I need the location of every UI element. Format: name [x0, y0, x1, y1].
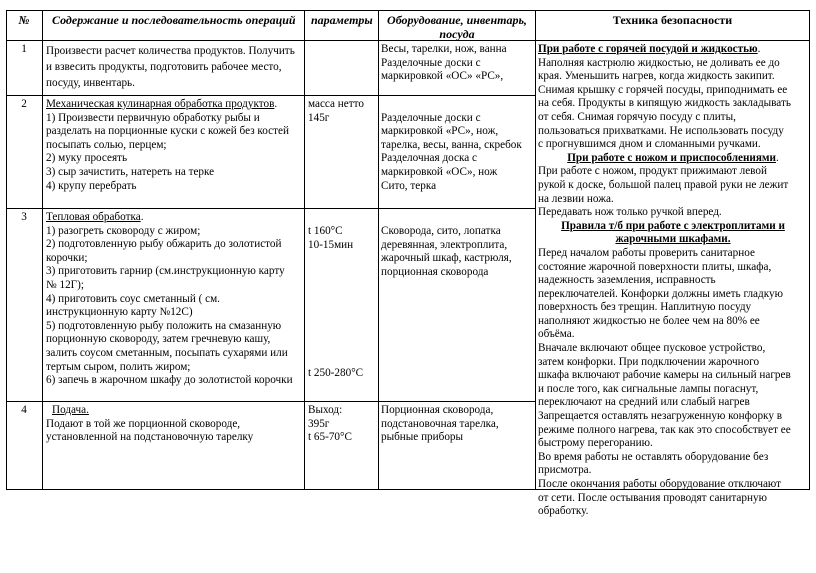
column-divider: [304, 10, 305, 490]
safety-line: Перед началом работы проверить санитарное: [538, 246, 755, 259]
param-line: масса нетто: [308, 98, 364, 110]
safety-line: Наполняя кастрюлю жидкостью, не доливать ее до: [538, 56, 780, 69]
equipment-line: [381, 98, 522, 112]
content-line: Произвести расчет количества продуктов. Получить: [46, 45, 295, 57]
row-equipment: [381, 98, 522, 193]
equipment-line: Сковорода, сито, лопатка: [381, 225, 501, 237]
equipment-line: Разделочные доски с: [381, 56, 481, 69]
content-line: посуду, инвентарь.: [46, 77, 135, 89]
header-number: №: [18, 13, 30, 27]
row-params: [308, 98, 364, 125]
safety-line: шкафа включают рабочие камеры на сильный нагрев: [538, 369, 791, 382]
column-divider: [535, 10, 536, 490]
safety-line: Запрещается оставлять незагруженную конфорку в: [538, 410, 782, 423]
safety-line: от себя. Снимая горячую посуду с плиты,: [538, 110, 736, 123]
safety-line: Передавать нож только ручкой вперед.: [538, 206, 722, 219]
content-line: 4) приготовить соус сметанный ( см.: [46, 292, 220, 305]
content-line: 5) подготовленную рыбу положить на смазанную: [46, 319, 282, 332]
column-divider: [378, 10, 379, 490]
equipment-line: Разделочные доски с: [381, 111, 481, 124]
safety-line: Вначале включают общее пусковое устройство,: [538, 342, 766, 355]
param-line: Выход:: [308, 404, 343, 416]
section-title-text: Подача.: [52, 404, 89, 416]
content-line: посыпать солью, перцем;: [46, 138, 167, 151]
header-content: Содержание и последовательность операций: [52, 13, 296, 27]
equipment-line: подстановочная тарелка,: [381, 417, 499, 430]
column-divider: [42, 10, 43, 490]
content-line: 4) крупу перебрать: [46, 179, 137, 192]
safety-line: Снимая крышку с горячей посуды, приподнимать ее: [538, 83, 788, 96]
safety-knife-title: При работе с ножом и приспособлениями.: [567, 151, 779, 164]
content-line: 1) Произвести первичную обработку рыбы и: [46, 111, 260, 124]
row-divider: [6, 208, 536, 209]
equipment-line: маркировкой «ОС» «РС»,: [381, 70, 504, 83]
param-line: 10-15мин: [308, 238, 354, 251]
param-line: t 160°C: [308, 225, 343, 237]
equipment-line: порционная сковорода: [381, 265, 489, 278]
content-line: 1) разогреть сковороду с жиром;: [46, 224, 201, 237]
table-border-right: [809, 10, 810, 490]
header-params: параметры: [311, 13, 373, 27]
row-content: [46, 43, 295, 91]
safety-line: состояние жарочной поверхности плиты, шкафа,: [538, 260, 772, 273]
row-content: [46, 404, 253, 445]
equipment-line: Разделочная доска с: [381, 152, 477, 165]
safety-line: пользоваться прихватками. Не использовать посуду: [538, 124, 784, 137]
section-title: [46, 211, 293, 225]
section-title-suffix: .: [274, 98, 278, 110]
safety-electric-title: жарочными шкафами.: [615, 233, 731, 246]
safety-knife-title-text: При работе с ножом и приспособлениями: [567, 151, 776, 164]
row-params: [308, 225, 353, 252]
safety-line: и после того, как сигнальные лампы погаснут,: [538, 382, 759, 395]
content-line: 2) муку просеять: [46, 152, 128, 165]
table-border-top: [6, 10, 810, 11]
safety-line: После окончания работы оборудование отключают: [538, 478, 782, 490]
equipment-line: Сито, терка: [381, 179, 437, 192]
row-number: 3: [21, 211, 27, 223]
row-divider: [6, 95, 536, 96]
equipment-line: Порционная сковорода,: [381, 404, 494, 416]
content-line: 3) сыр зачистить, натереть на терке: [46, 165, 215, 178]
param-line: 145г: [308, 111, 330, 124]
safety-text: [538, 43, 808, 519]
row-equipment: [381, 404, 499, 445]
safety-line: края. Уменьшить нагрев, когда жидкость закипит.: [538, 70, 775, 83]
safety-line: с прогнувшимся дном и сломанными ручками.: [538, 138, 761, 151]
safety-hot-title-text: При работе с горячей посудой и жидкостью: [538, 43, 758, 55]
safety-line: наполняют жидкостью не более чем на 80% ее: [538, 314, 760, 327]
row-equipment: [381, 43, 507, 84]
header-equipment-line: посуда: [439, 27, 475, 41]
content-line: корочки;: [46, 251, 88, 264]
row-number: 4: [21, 404, 27, 416]
param-line: 395г: [308, 417, 330, 430]
section-title-text: Механическая кулинарная обработка продуктов: [46, 98, 275, 110]
equipment-line: тарелка, весы, ванна, скребок: [381, 138, 522, 151]
row-content: [46, 211, 293, 388]
equipment-line: маркировкой «РС», нож,: [381, 125, 499, 138]
safety-line: объёма.: [538, 328, 575, 341]
operations-table: [6, 10, 810, 518]
safety-line: переключают на средний или слабый нагрев: [538, 396, 750, 409]
safety-line: обработку.: [538, 505, 589, 518]
equipment-line: деревянная, электроплита,: [381, 238, 508, 251]
content-line: тертым сыром, полить жиром;: [46, 360, 191, 373]
row-number: 1: [21, 43, 27, 55]
row-params: [308, 404, 352, 445]
content-line: разделать на порционные куски с кожей без костей: [46, 125, 289, 138]
header-safety: Техника безопасности: [612, 13, 733, 27]
section-title-suffix: .: [140, 211, 144, 223]
content-line: 2) подготовленную рыбу обжарить до золотистой: [46, 238, 282, 251]
safety-line: поверхность без трещин. Наплитную посуду: [538, 301, 752, 314]
content-line: 6) запечь в жарочном шкафу до золотистой корочки: [46, 374, 293, 387]
safety-line: надежность заземления, исправность: [538, 274, 716, 287]
safety-line: режиме полного нагрева, так как это способствует ее: [538, 423, 791, 436]
content-line: установленной на подстановочную тарелку: [46, 431, 254, 444]
content-line: и взвесить продукты, подготовить рабочее место,: [46, 61, 282, 73]
equipment-line: маркировкой «ОС», нож: [381, 165, 498, 178]
row-param-bottom: t 250-280°C: [308, 367, 364, 379]
equipment-line: Весы, тарелки, нож, ванна: [381, 43, 507, 55]
safety-hot-title: При работе с горячей посудой и жидкостью.: [538, 43, 761, 55]
row-number: 2: [21, 98, 27, 110]
safety-line: присмотра.: [538, 464, 592, 477]
section-title-text: Тепловая обработка: [46, 211, 141, 223]
safety-line: на лезвии ножа.: [538, 192, 614, 205]
equipment-line: жарочный шкаф, кастрюля,: [381, 252, 512, 265]
safety-line: быстрому перегоранию.: [538, 437, 653, 450]
row-content: [46, 98, 289, 193]
content-line: 3) приготовить гарнир (см.инструкционную карту: [46, 265, 285, 278]
safety-line: от сети. После остывания проводят санитарную: [538, 491, 767, 504]
safety-line: переключателей. Конфорки должны иметь гладкую: [538, 287, 783, 300]
content-line: инструкционную карту №12С): [46, 306, 193, 319]
header-equipment-line: Оборудование, инвентарь,: [387, 13, 527, 27]
safety-line: При работе с ножом, продукт прижимают левой: [538, 165, 767, 178]
section-title: [46, 404, 253, 418]
safety-line: на себя. Продукты в кипящую жидкость закладывать: [538, 97, 791, 110]
safety-electric-title: Правила т/б при работе с электроплитами и: [561, 219, 785, 232]
row-divider: [6, 401, 536, 402]
content-line: Подают в той же порционной сковороде,: [46, 417, 241, 430]
content-line: № 12Г);: [46, 278, 84, 291]
content-line: залить соусом сметанным, посыпать сухарями или: [46, 346, 288, 359]
header-equipment: [380, 13, 534, 41]
safety-line: рукой к доске, большой палец правой руки не лежит: [538, 178, 789, 191]
safety-line: Во время работы не оставлять оборудование без: [538, 450, 769, 463]
section-title: [46, 98, 289, 112]
table-border-left: [6, 10, 7, 490]
safety-line: затем конфорки. При подключении жарочного: [538, 355, 760, 368]
equipment-line: рыбные приборы: [381, 431, 464, 444]
row-equipment: [381, 225, 512, 279]
content-line: порционную сковороду, затем гречневую кашу,: [46, 333, 271, 346]
param-line: t 65-70°C: [308, 431, 352, 444]
